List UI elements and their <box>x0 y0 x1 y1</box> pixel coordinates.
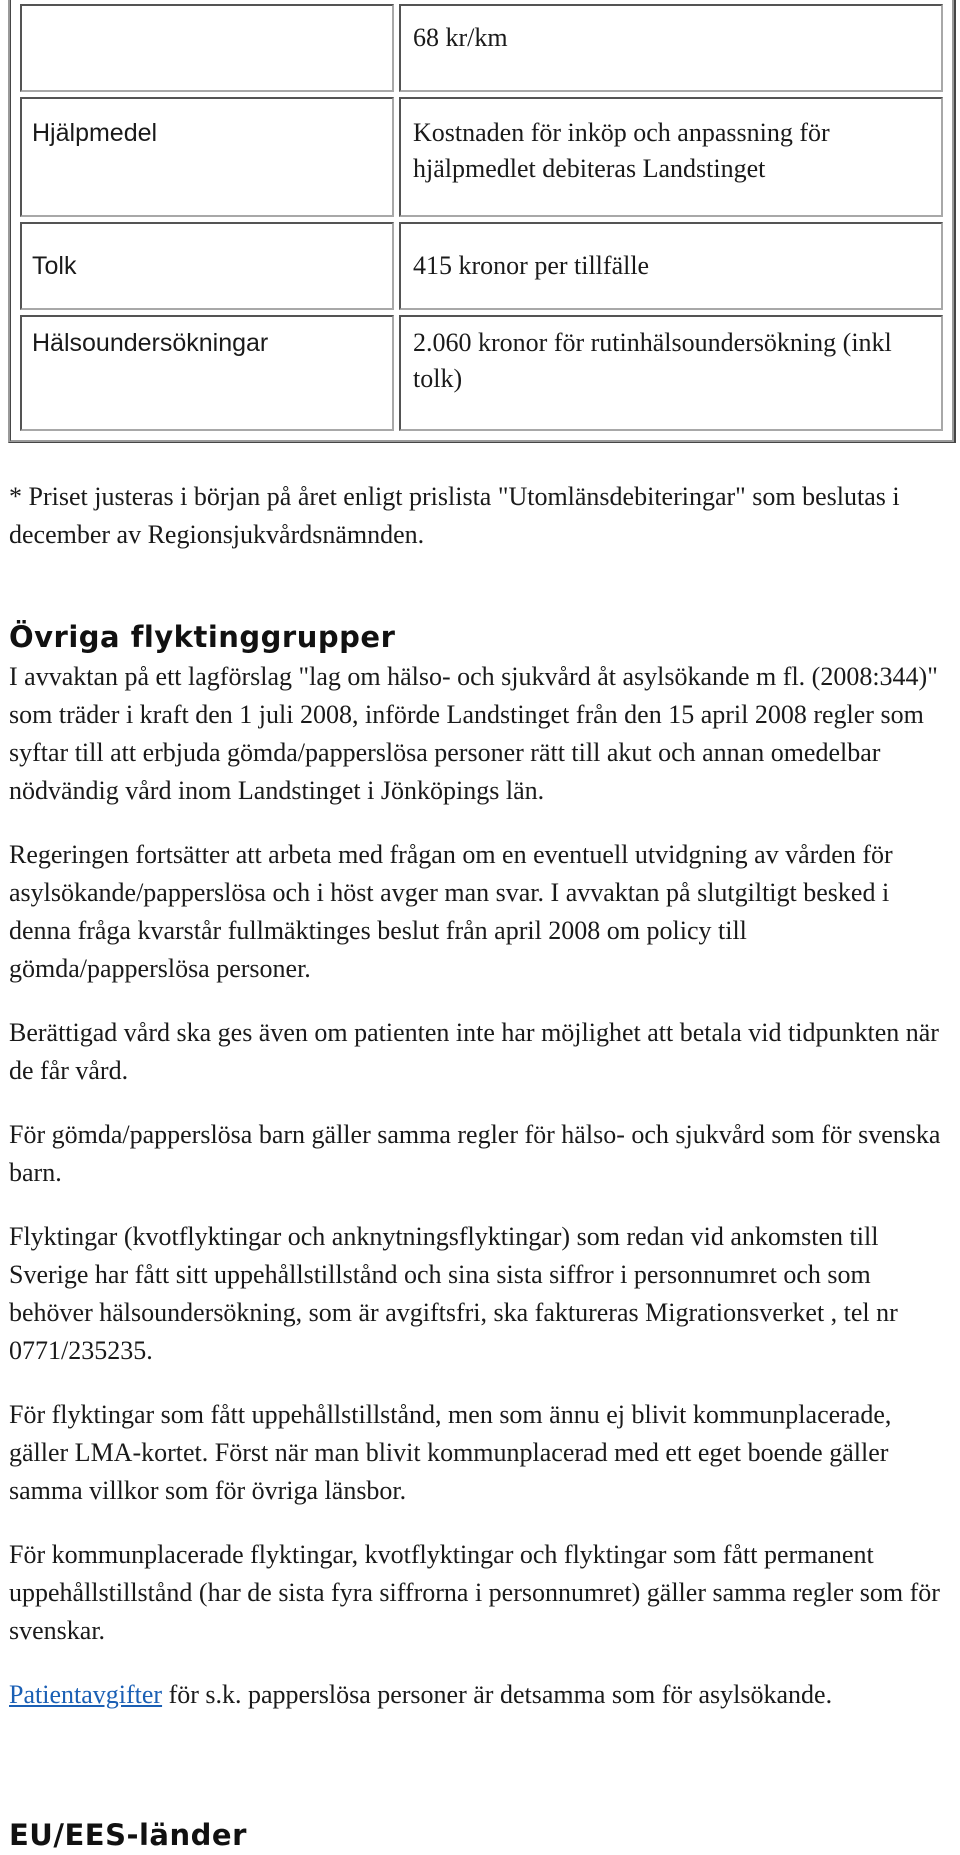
price-note: * Priset justeras i början på året enligt prislista "Utomlänsdebiteringar" som beslutas i december av Regionsjukvårdsnämnden. <box>9 482 900 549</box>
fee-table-grid <box>15 0 948 436</box>
fee-label: Hjälpmedel <box>20 97 394 217</box>
paragraph: För flyktingar som fått uppehållstillstånd, men som ännu ej blivit kommunplacerade, gäller LMA-kortet. Först när man blivit kommunplacerad med ett eget boende gäller samma villkor som för övriga länsbor. <box>9 1400 892 1505</box>
fee-value: Kostnaden för inköp och anpassning för hjälpmedlet debiteras Landstinget <box>399 97 943 217</box>
section-refugees <box>9 618 949 1740</box>
paragraph: I avvaktan på ett lagförslag "lag om hälso- och sjukvård åt asylsökande m fl. (2008:344)" som träder i kraft den 1 juli 2008, införde Landstinget från den 15 april 2008 regler som syftar till att erbjuda gömda/papperslösa personer rätt till akut och annan omedelbar nödvändig vård inom Landstinget i Jönköpings län. <box>9 662 938 805</box>
section-heading: EU/EES-länder <box>9 1818 247 1852</box>
paragraph: Berättigad vård ska ges även om patienten inte har möjlighet att betala vid tidpunkten när de får vård. <box>9 1018 939 1085</box>
fee-value: 415 kronor per tillfälle <box>399 222 943 310</box>
paragraph-patient-fees <box>9 1676 949 1714</box>
paragraph: För gömda/papperslösa barn gäller samma regler för hälso- och sjukvård som för svenska barn. <box>9 1120 941 1187</box>
table-row <box>20 315 943 431</box>
paragraph-text: för s.k. papperslösa personer är detsamma som för asylsökande. <box>162 1680 833 1709</box>
section-heading: Övriga flyktinggrupper <box>9 620 396 654</box>
table-row <box>20 97 943 217</box>
fee-table <box>8 0 956 443</box>
table-row <box>20 4 943 92</box>
fee-value: 68 kr/km <box>399 4 943 92</box>
fee-label: Hälsoundersökningar <box>20 315 394 431</box>
paragraph: Flyktingar (kvotflyktingar och anknytningsflyktingar) som redan vid ankomsten till Sverige har fått sitt uppehållstillstånd och sina sista siffror i personnumret och som behöver hälsoundersökning, som är avgiftsfri, ska faktureras Migrationsverket , tel nr 0771/235235. <box>9 1222 898 1365</box>
fee-label: Tolk <box>20 222 394 310</box>
paragraph: Regeringen fortsätter att arbeta med frågan om en eventuell utvidgning av vården för asylsökande/papperslösa och i höst avger man svar. I avvaktan på slutgiltigt besked i denna fråga kvarstår fullmäktinges beslut från april 2008 om policy till gömda/papperslösa personer. <box>9 840 893 983</box>
paragraph: För kommunplacerade flyktingar, kvotflyktingar och flyktingar som fått permanent uppehållstillstånd (har de sista fyra siffrorna i personnumret) gäller samma regler som för svenskar. <box>9 1540 940 1645</box>
table-row <box>20 222 943 310</box>
fee-label <box>20 4 394 92</box>
section-eu <box>9 1816 949 1854</box>
patientavgifter-link[interactable]: Patientavgifter <box>9 1680 163 1709</box>
fee-value: 2.060 kronor för rutinhälsoundersökning (inkl tolk) <box>399 315 943 431</box>
